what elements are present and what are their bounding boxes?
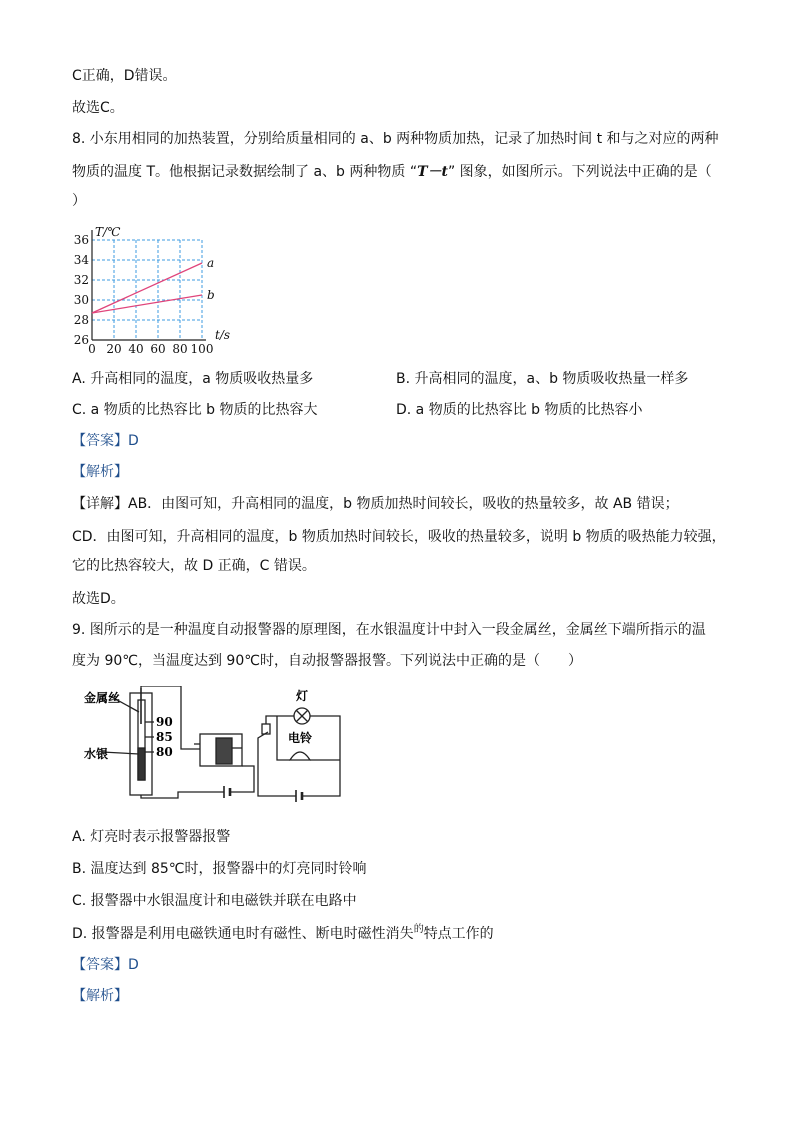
series-label-a: a	[207, 256, 215, 270]
q9-option-a: A. 灯亮时表示报警器报警	[72, 829, 231, 845]
q8-text: ” 图象，如图所示。下列说法中正确的是（	[447, 164, 712, 180]
x-tick-label: 80	[172, 342, 188, 356]
wire	[141, 792, 224, 798]
mercury-column	[138, 748, 145, 780]
question-8-line2	[72, 162, 712, 182]
series-line-a	[92, 263, 202, 313]
analysis-label: 【解析】	[72, 464, 128, 480]
question-9-line1: 9. 图所示的是一种温度自动报警器的原理图，在水银温度计中封入一段金属丝，金属丝下端所指示的温	[72, 622, 706, 638]
q8-option-d: D. a 物质的比热容比 b 物质的比热容小	[396, 402, 643, 418]
text-line: C正确，D错误。	[72, 68, 177, 84]
scale-label: 90	[156, 715, 173, 729]
q9-option-b: B. 温度达到 85℃时，报警器中的灯亮同时铃响	[72, 861, 367, 877]
y-tick-label: 36	[73, 233, 89, 247]
question-8-line3: ）	[72, 193, 86, 209]
scale-label: 80	[156, 745, 173, 759]
y-tick-label: 34	[73, 253, 89, 267]
scale-label: 85	[156, 730, 173, 744]
y-tick-label: 30	[73, 293, 89, 307]
question-8-line1: 8. 小东用相同的加热装置，分别给质量相同的 a、b 两种物质加热，记录了加热时间 t 和与之对应的两种	[72, 131, 719, 147]
answer-label: 【答案】D	[72, 957, 139, 973]
detail-line: CD．由图可知，升高相同的温度，b 物质加热时间较长，吸收的热量较多，说明 b 物质的吸热能力较强，	[72, 529, 726, 545]
metal-wire-label: 金属丝	[84, 691, 121, 705]
electric-bell	[290, 752, 310, 760]
detail-line: 【详解】AB．由图可知，升高相同的温度，b 物质加热时间较长，吸收的热量较多，故 AB 错误；	[72, 496, 679, 512]
detail-line: 它的比热容较大，故 D 正确，C 错误。	[72, 558, 316, 574]
series-line-b	[92, 295, 202, 313]
equation: T－t	[417, 164, 448, 180]
x-tick-label: 20	[106, 342, 122, 356]
analysis-label: 【解析】	[72, 988, 128, 1004]
q8-option-b: B. 升高相同的温度，a、b 物质吸收热量一样多	[396, 371, 689, 387]
x-tick-label: 60	[150, 342, 166, 356]
y-tick-label: 26	[73, 333, 89, 347]
y-axis-label: T/℃	[95, 225, 121, 239]
series-label-b: b	[207, 288, 215, 302]
alarm-circuit-diagram	[82, 686, 352, 806]
q8-text: 物质的温度 T。他根据记录数据绘制了 a、b 两种物质 “	[72, 164, 418, 180]
y-tick-label: 32	[73, 273, 89, 287]
lamp-label: 灯	[296, 689, 309, 703]
q8-option-a: A. 升高相同的温度，a 物质吸收热量多	[72, 371, 314, 387]
temperature-time-chart	[70, 218, 270, 358]
option-text: D. 报警器是利用电磁铁通电时有磁性、断电时磁性消失	[72, 926, 414, 942]
bell-label: 电铃	[288, 731, 313, 745]
x-tick-label: 0	[88, 342, 96, 356]
option-text-small: 的	[413, 924, 424, 935]
q8-option-c: C. a 物质的比热容比 b 物质的比热容大	[72, 402, 318, 418]
x-tick-label: 40	[128, 342, 144, 356]
q9-option-c: C. 报警器中水银温度计和电磁铁并联在电路中	[72, 893, 357, 909]
answer-label: 【答案】D	[72, 433, 139, 449]
y-tick-label: 28	[73, 313, 89, 327]
text-line: 故选C。	[72, 100, 124, 116]
q9-option-d	[72, 924, 494, 946]
option-text: 特点工作的	[423, 926, 494, 942]
electromagnet-coil	[216, 738, 232, 764]
armature	[258, 732, 268, 764]
x-tick-label: 100	[190, 342, 214, 356]
mercury-label: 水银	[84, 747, 109, 761]
x-axis-label: t/s	[215, 328, 231, 342]
detail-line: 故选D。	[72, 591, 125, 607]
question-9-line2: 度为 90℃，当温度达到 90℃时，自动报警器报警。下列说法中正确的是（ ）	[72, 653, 582, 669]
